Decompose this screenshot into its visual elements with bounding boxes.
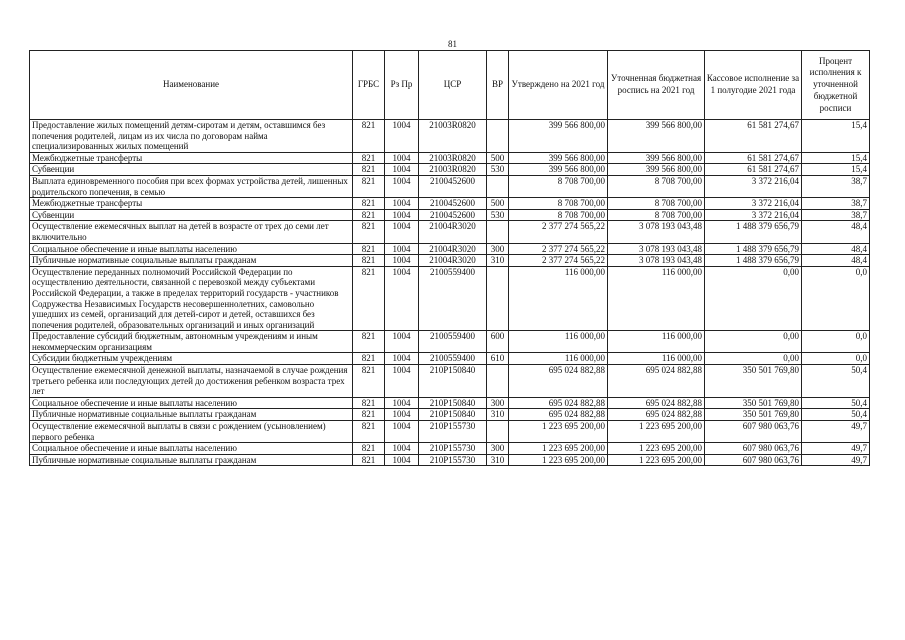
row-percent-cell: 49,7 — [802, 443, 870, 455]
row-grbs-cell: 821 — [353, 409, 385, 421]
row-cash-cell: 0,00 — [705, 353, 802, 365]
row-rzpr-cell: 1004 — [385, 255, 419, 267]
header-csr: ЦСР — [419, 51, 487, 120]
row-csr-cell: 210P150840 — [419, 409, 487, 421]
row-grbs-cell: 821 — [353, 454, 385, 466]
table-row — [30, 209, 870, 221]
header-refined: Уточненная бюджетная роспись на 2021 год — [608, 51, 705, 120]
row-approved-cell: 116 000,00 — [509, 331, 608, 353]
header-vr: ВР — [487, 51, 509, 120]
row-approved-cell: 399 566 800,00 — [509, 120, 608, 153]
row-cash-cell: 607 980 063,76 — [705, 421, 802, 443]
row-vr-cell — [487, 221, 509, 243]
row-rzpr-cell: 1004 — [385, 120, 419, 153]
row-name-cell: Предоставление жилых помещений детям-сиротам и детям, оставшимся без попечения родителей, лицам из их числа по договорам найма специализированных жилых помещений — [30, 120, 353, 153]
row-grbs-cell: 821 — [353, 221, 385, 243]
row-cash-cell: 350 501 769,80 — [705, 397, 802, 409]
row-name-cell: Осуществление ежемесячной денежной выплаты, назначаемой в случае рождения третьего ребенка или последующих детей до достижения ребенком возраста трех лет — [30, 365, 353, 398]
table-row — [30, 221, 870, 243]
row-csr-cell: 210P155730 — [419, 454, 487, 466]
row-rzpr-cell: 1004 — [385, 198, 419, 210]
row-name-cell: Межбюджетные трансферты — [30, 198, 353, 210]
row-refined-cell: 116 000,00 — [608, 353, 705, 365]
row-csr-cell: 21003R0820 — [419, 164, 487, 176]
row-csr-cell: 2100452600 — [419, 175, 487, 197]
row-approved-cell: 695 024 882,88 — [509, 397, 608, 409]
row-name-cell: Субсидии бюджетным учреждениям — [30, 353, 353, 365]
row-csr-cell: 2100452600 — [419, 198, 487, 210]
row-csr-cell: 21004R3020 — [419, 255, 487, 267]
row-vr-cell: 310 — [487, 255, 509, 267]
row-name-cell: Межбюджетные трансферты — [30, 152, 353, 164]
row-vr-cell — [487, 175, 509, 197]
row-refined-cell: 3 078 193 043,48 — [608, 243, 705, 255]
row-name-cell: Осуществление ежемесячных выплат на детей в возрасте от трех до семи лет включительно — [30, 221, 353, 243]
row-vr-cell: 310 — [487, 454, 509, 466]
row-rzpr-cell: 1004 — [385, 353, 419, 365]
row-grbs-cell: 821 — [353, 209, 385, 221]
table-row — [30, 454, 870, 466]
row-refined-cell: 695 024 882,88 — [608, 397, 705, 409]
row-grbs-cell: 821 — [353, 421, 385, 443]
row-rzpr-cell: 1004 — [385, 443, 419, 455]
row-cash-cell: 3 372 216,04 — [705, 209, 802, 221]
row-rzpr-cell: 1004 — [385, 243, 419, 255]
row-vr-cell: 500 — [487, 198, 509, 210]
row-approved-cell: 8 708 700,00 — [509, 209, 608, 221]
row-approved-cell: 116 000,00 — [509, 266, 608, 331]
row-csr-cell: 2100452600 — [419, 209, 487, 221]
row-vr-cell: 300 — [487, 243, 509, 255]
row-name-cell: Публичные нормативные социальные выплаты гражданам — [30, 409, 353, 421]
table-row — [30, 331, 870, 353]
row-grbs-cell: 821 — [353, 198, 385, 210]
header-rzpr: Рз Пр — [385, 51, 419, 120]
row-percent-cell: 15,4 — [802, 164, 870, 176]
row-approved-cell: 2 377 274 565,22 — [509, 221, 608, 243]
table-row — [30, 164, 870, 176]
row-name-cell: Публичные нормативные социальные выплаты гражданам — [30, 454, 353, 466]
row-approved-cell: 8 708 700,00 — [509, 175, 608, 197]
row-rzpr-cell: 1004 — [385, 421, 419, 443]
row-vr-cell: 300 — [487, 443, 509, 455]
row-percent-cell: 48,4 — [802, 221, 870, 243]
row-refined-cell: 399 566 800,00 — [608, 152, 705, 164]
row-percent-cell: 48,4 — [802, 255, 870, 267]
row-percent-cell: 49,7 — [802, 454, 870, 466]
table-row — [30, 120, 870, 153]
row-name-cell: Осуществление переданных полномочий Российской Федерации по осуществлению деятельности, связанной с перевозкой между субъектами Российской Федерации, а также в пределах территорий государств - участников Содружества Независимых Государств несовершеннолетних, самовольно ушедших из семей, организаций для детей-сирот и детей, оставшихся без попечения родителей, образовательных организаций и иных организаций — [30, 266, 353, 331]
row-refined-cell: 3 078 193 043,48 — [608, 221, 705, 243]
table-row — [30, 255, 870, 267]
row-vr-cell: 300 — [487, 397, 509, 409]
row-vr-cell: 610 — [487, 353, 509, 365]
row-rzpr-cell: 1004 — [385, 409, 419, 421]
row-csr-cell: 21004R3020 — [419, 243, 487, 255]
header-name: Наименование — [30, 51, 353, 120]
row-grbs-cell: 821 — [353, 365, 385, 398]
row-grbs-cell: 821 — [353, 164, 385, 176]
row-cash-cell: 607 980 063,76 — [705, 454, 802, 466]
row-percent-cell: 50,4 — [802, 397, 870, 409]
row-refined-cell: 8 708 700,00 — [608, 175, 705, 197]
row-approved-cell: 1 223 695 200,00 — [509, 443, 608, 455]
row-rzpr-cell: 1004 — [385, 209, 419, 221]
row-rzpr-cell: 1004 — [385, 266, 419, 331]
row-percent-cell: 38,7 — [802, 198, 870, 210]
row-percent-cell: 38,7 — [802, 175, 870, 197]
row-vr-cell: 500 — [487, 152, 509, 164]
row-csr-cell: 21004R3020 — [419, 221, 487, 243]
row-csr-cell: 2100559400 — [419, 331, 487, 353]
row-percent-cell: 38,7 — [802, 209, 870, 221]
row-grbs-cell: 821 — [353, 331, 385, 353]
row-approved-cell: 695 024 882,88 — [509, 365, 608, 398]
header-cash: Кассовое исполнение за 1 полугодие 2021 года — [705, 51, 802, 120]
row-csr-cell: 210P150840 — [419, 397, 487, 409]
table-row — [30, 397, 870, 409]
header-percent: Процент исполнения к уточненной бюджетной росписи — [802, 51, 870, 120]
row-vr-cell — [487, 365, 509, 398]
row-cash-cell: 350 501 769,80 — [705, 365, 802, 398]
table-row — [30, 243, 870, 255]
table-row — [30, 175, 870, 197]
row-grbs-cell: 821 — [353, 353, 385, 365]
row-cash-cell: 0,00 — [705, 266, 802, 331]
row-approved-cell: 2 377 274 565,22 — [509, 255, 608, 267]
row-grbs-cell: 821 — [353, 443, 385, 455]
row-approved-cell: 399 566 800,00 — [509, 152, 608, 164]
row-name-cell: Осуществление ежемесячной выплаты в связи с рождением (усыновлением) первого ребенка — [30, 421, 353, 443]
row-cash-cell: 61 581 274,67 — [705, 164, 802, 176]
row-rzpr-cell: 1004 — [385, 331, 419, 353]
row-name-cell: Социальное обеспечение и иные выплаты населению — [30, 243, 353, 255]
row-rzpr-cell: 1004 — [385, 397, 419, 409]
row-vr-cell — [487, 421, 509, 443]
table-row — [30, 266, 870, 331]
table-row — [30, 409, 870, 421]
row-grbs-cell: 821 — [353, 243, 385, 255]
row-csr-cell: 210P155730 — [419, 443, 487, 455]
row-rzpr-cell: 1004 — [385, 164, 419, 176]
row-cash-cell: 61 581 274,67 — [705, 120, 802, 153]
row-refined-cell: 116 000,00 — [608, 331, 705, 353]
row-rzpr-cell: 1004 — [385, 454, 419, 466]
row-cash-cell: 3 372 216,04 — [705, 175, 802, 197]
row-refined-cell: 399 566 800,00 — [608, 120, 705, 153]
row-percent-cell: 48,4 — [802, 243, 870, 255]
row-name-cell: Предоставление субсидий бюджетным, автономным учреждениям и иным некоммерческим организациям — [30, 331, 353, 353]
row-rzpr-cell: 1004 — [385, 152, 419, 164]
row-percent-cell: 15,4 — [802, 120, 870, 153]
row-rzpr-cell: 1004 — [385, 175, 419, 197]
row-refined-cell: 8 708 700,00 — [608, 198, 705, 210]
row-approved-cell: 695 024 882,88 — [509, 409, 608, 421]
row-name-cell: Выплата единовременного пособия при всех формах устройства детей, лишенных родительского попечения, в семью — [30, 175, 353, 197]
row-cash-cell: 1 488 379 656,79 — [705, 255, 802, 267]
row-name-cell: Социальное обеспечение и иные выплаты населению — [30, 397, 353, 409]
row-percent-cell: 0,0 — [802, 266, 870, 331]
row-grbs-cell: 821 — [353, 175, 385, 197]
page-number: 81 — [448, 39, 457, 49]
row-csr-cell: 2100559400 — [419, 266, 487, 331]
row-approved-cell: 116 000,00 — [509, 353, 608, 365]
row-percent-cell: 15,4 — [802, 152, 870, 164]
row-csr-cell: 210P155730 — [419, 421, 487, 443]
row-rzpr-cell: 1004 — [385, 365, 419, 398]
row-approved-cell: 399 566 800,00 — [509, 164, 608, 176]
row-csr-cell: 21003R0820 — [419, 152, 487, 164]
row-refined-cell: 1 223 695 200,00 — [608, 443, 705, 455]
row-refined-cell: 1 223 695 200,00 — [608, 454, 705, 466]
budget-table — [29, 50, 870, 466]
row-csr-cell: 210P150840 — [419, 365, 487, 398]
header-row — [30, 51, 870, 120]
row-refined-cell: 695 024 882,88 — [608, 365, 705, 398]
row-cash-cell: 61 581 274,67 — [705, 152, 802, 164]
header-grbs: ГРБС — [353, 51, 385, 120]
table-row — [30, 365, 870, 398]
row-refined-cell: 116 000,00 — [608, 266, 705, 331]
row-approved-cell: 2 377 274 565,22 — [509, 243, 608, 255]
row-refined-cell: 1 223 695 200,00 — [608, 421, 705, 443]
row-name-cell: Субвенции — [30, 164, 353, 176]
row-percent-cell: 50,4 — [802, 365, 870, 398]
row-refined-cell: 3 078 193 043,48 — [608, 255, 705, 267]
table-row — [30, 152, 870, 164]
row-vr-cell: 600 — [487, 331, 509, 353]
row-grbs-cell: 821 — [353, 397, 385, 409]
header-approved: Утверждено на 2021 год — [509, 51, 608, 120]
row-name-cell: Субвенции — [30, 209, 353, 221]
row-name-cell: Социальное обеспечение и иные выплаты населению — [30, 443, 353, 455]
row-vr-cell — [487, 266, 509, 331]
row-cash-cell: 0,00 — [705, 331, 802, 353]
table-row — [30, 198, 870, 210]
row-approved-cell: 1 223 695 200,00 — [509, 421, 608, 443]
row-approved-cell: 1 223 695 200,00 — [509, 454, 608, 466]
row-vr-cell — [487, 120, 509, 153]
row-cash-cell: 1 488 379 656,79 — [705, 221, 802, 243]
table-row — [30, 353, 870, 365]
row-refined-cell: 695 024 882,88 — [608, 409, 705, 421]
row-refined-cell: 399 566 800,00 — [608, 164, 705, 176]
row-percent-cell: 0,0 — [802, 353, 870, 365]
row-grbs-cell: 821 — [353, 266, 385, 331]
row-grbs-cell: 821 — [353, 255, 385, 267]
row-percent-cell: 50,4 — [802, 409, 870, 421]
row-approved-cell: 8 708 700,00 — [509, 198, 608, 210]
row-csr-cell: 21003R0820 — [419, 120, 487, 153]
row-cash-cell: 3 372 216,04 — [705, 198, 802, 210]
row-rzpr-cell: 1004 — [385, 221, 419, 243]
row-vr-cell: 310 — [487, 409, 509, 421]
row-vr-cell: 530 — [487, 209, 509, 221]
row-percent-cell: 0,0 — [802, 331, 870, 353]
row-percent-cell: 49,7 — [802, 421, 870, 443]
row-refined-cell: 8 708 700,00 — [608, 209, 705, 221]
row-csr-cell: 2100559400 — [419, 353, 487, 365]
row-vr-cell: 530 — [487, 164, 509, 176]
row-cash-cell: 607 980 063,76 — [705, 443, 802, 455]
row-name-cell: Публичные нормативные социальные выплаты гражданам — [30, 255, 353, 267]
row-grbs-cell: 821 — [353, 120, 385, 153]
row-grbs-cell: 821 — [353, 152, 385, 164]
row-cash-cell: 1 488 379 656,79 — [705, 243, 802, 255]
table-row — [30, 421, 870, 443]
table-row — [30, 443, 870, 455]
row-cash-cell: 350 501 769,80 — [705, 409, 802, 421]
